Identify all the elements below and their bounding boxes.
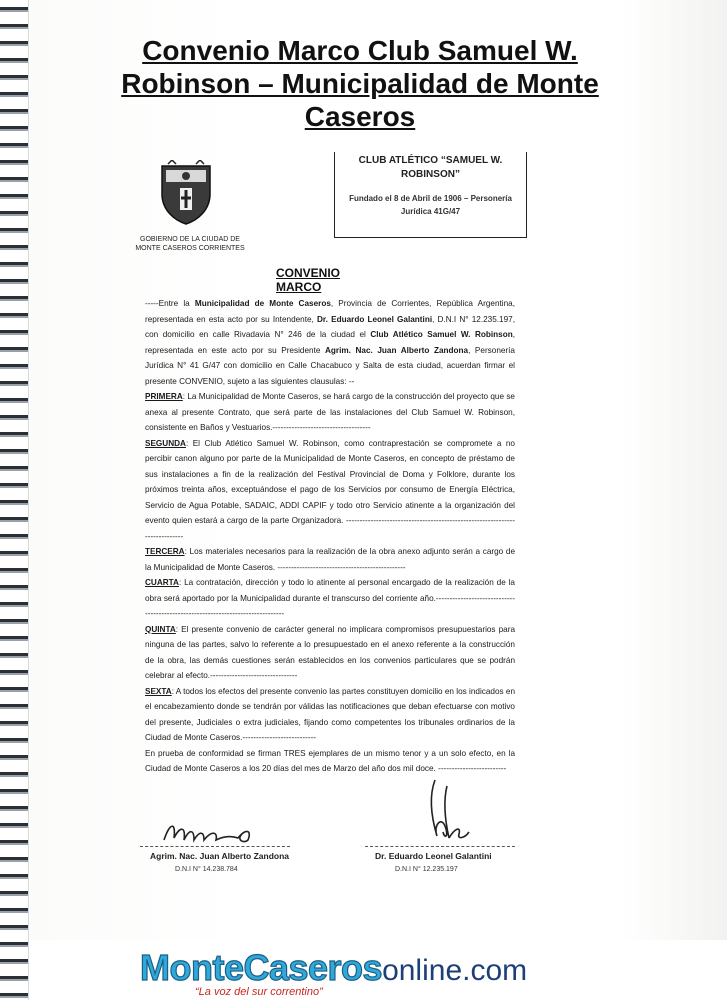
signatory-name-left: Agrim. Nac. Juan Alberto Zandona bbox=[150, 851, 290, 861]
document-title: Convenio Marco Club Samuel W. Robinson – Municipalidad de Monte Caseros bbox=[121, 35, 599, 132]
shield-crest-icon bbox=[158, 160, 214, 226]
signatory-dni-left: D.N.I N° 14.238.784 bbox=[175, 866, 238, 873]
club-founded: Fundado el 8 de Abril de 1906 – Personería Jurídica 41G/47 bbox=[349, 194, 512, 216]
agreement-body bbox=[145, 296, 515, 777]
clause-tercera: TERCERA: Los materiales necesarios para la realización de la obra anexo adjunto serán a cargo de la Municipalidad de Monte Caseros. ----------------------------------------------- bbox=[145, 547, 515, 572]
clause-quinta: QUINTA: El presente convenio de carácter general no implicara compromisos presupuestarios para ninguna de las partes, salvo lo referente a lo presupuestado en el anexo referente a la construcción de la obra, las demás cuestiones serán establecidos en los convenios particulares que se podrán celebrar al efecto.-------------------------------- bbox=[145, 624, 515, 680]
club-header-box bbox=[334, 152, 527, 238]
signatory-name-right: Dr. Eduardo Leonel Galantini bbox=[375, 851, 492, 861]
signature-galantini bbox=[415, 776, 475, 846]
brand-main: MonteCaseros bbox=[140, 947, 383, 988]
signature-line-left bbox=[140, 846, 290, 847]
brand-sub: online.com bbox=[382, 954, 528, 987]
agreement-heading: CONVENIO MARCO bbox=[276, 266, 341, 294]
signatory-dni-right: D.N.I N° 12.235.197 bbox=[395, 866, 458, 873]
signature-line-right bbox=[365, 846, 515, 847]
club-name: CLUB ATLÉTICO “SAMUEL W. ROBINSON” bbox=[358, 155, 503, 180]
site-tagline: “La voz del sur correntino” bbox=[195, 986, 323, 998]
site-brand-logo bbox=[140, 948, 600, 991]
closing-paragraph: En prueba de conformidad se firman TRES ejemplares de un mismo tenor y a un solo efecto, en la Ciudad de Monte Caseros a los 20 días del mes de Marzo del año dos mil doce. ------------------------- bbox=[145, 748, 515, 773]
spiral-binding bbox=[0, 0, 29, 1000]
intro-paragraph: -----Entre la Municipalidad de Monte Caseros, Provincia de Corrientes, República Argentina, representada en esta acto por su Intendente, Dr. Eduardo Leonel Galantini, D.N.I N° 12.235.197, con domicilio en calle Rivadavia N° 246 de la ciudad el Club Atlético Samuel W. Robinson, representada en este acto por su Presidente Agrim. Nac. Juan Alberto Zandona, Personería Jurídica N° 41 G/47 con domicilio en Calle Chacabuco y Salta de esta ciudad, acuerdan firmar el presente CONVENIO, sujeto a las siguientes clausulas: -- bbox=[145, 299, 515, 386]
crest-caption: GOBIERNO DE LA CIUDAD DE MONTE CASEROS CORRIENTES bbox=[135, 236, 245, 252]
signature-zandona bbox=[160, 818, 260, 848]
clause-primera: PRIMERA: La Municipalidad de Monte Caseros, se hará cargo de la construcción del proyecto que se anexa al presente Contrato, que será parte de las instalaciones del Club Samuel W. Robinson, consistente en Baños y Vestuarios.------------------------------------ bbox=[145, 392, 515, 432]
clause-segunda: SEGUNDA: El Club Atlético Samuel W. Robinson, como contraprestación se compromete a no percibir canon alguno por parte de la Municipalidad de Monte Caseros, en concepto de préstamo de sus instalaciones a fin de la realización del Festival Provincial de Doma y Folklore, durante los próximos treinta años, exceptuándose el pago de los Servicios por consumo de Energía Eléctrica, Servicio de Agua Potable, SADAIC, ADDI CAPIF y todo otro Servicio atinente a la organización del evento quien estará a cargo de la parte Organizadora. ---------------------------------------------------------------------------- bbox=[145, 438, 515, 541]
clause-sexta: SEXTA: A todos los efectos del presente convenio las partes constituyen domicilio en los indicados en el encabezamiento donde se tendrán por válidas las notificaciones que deban efectuarse con motivo del presente, Judiciales o extra judiciales, fijando como competentes los tribunales ordinarios de la Ciudad de Monte Caseros.--------------------------- bbox=[145, 686, 515, 742]
clause-cuarta: CUARTA: La contratación, dirección y todo lo atinente al personal encargado de la realización de la obra será aportado por la Municipalidad durante el transcurso del corriente año.-------------------------------------------------------------------------------- bbox=[145, 578, 515, 618]
